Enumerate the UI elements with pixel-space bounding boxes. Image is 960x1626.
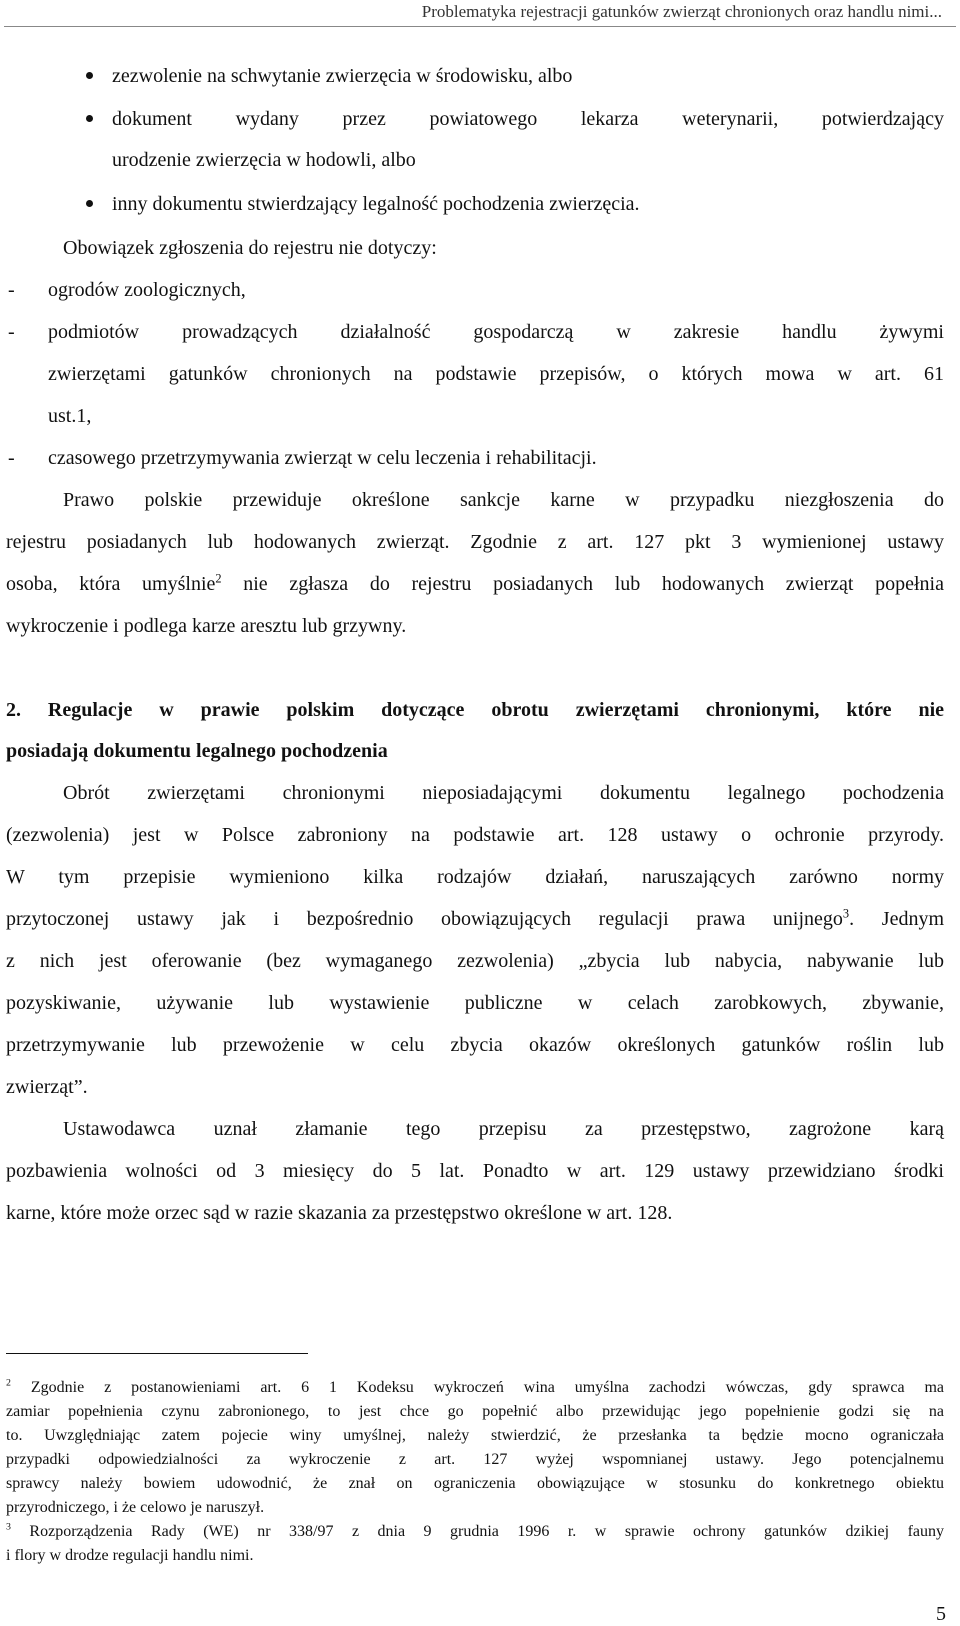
p1-line6: pozyskiwanie, używanie lub wystawienie publiczne w celach zarobkowych, zbywanie, [6, 992, 944, 1014]
p1-line5: z nich jest oferowanie (bez wymaganego zezwolenia) „zbycia lub nabycia, nabywanie lub [6, 950, 944, 972]
footnote-3-line2: i flory w drodze regulacji handlu nimi. [6, 1547, 254, 1564]
bullet-icon [86, 200, 93, 207]
footnote-2-line4: przypadki odpowiedzialności za wykroczenie z art. 127 wyżej wspomnianej ustawy. Jego potencjalnemu [6, 1451, 944, 1468]
exemption-item-2-line2: zwierzętami gatunków chronionych na podstawie przepisów, o których mowa w art. 61 [48, 363, 944, 385]
sanctions-line4: wykroczenie i podlega karze aresztu lub grzywny. [6, 615, 407, 637]
p2-line1: Ustawodawca uznał złamanie tego przepisu za przestępstwo, zagrożone karą [63, 1118, 944, 1140]
p1-line4 [6, 906, 945, 930]
footnote-2-marker: 2 [6, 1377, 11, 1389]
p2-line3: karne, które może orzec sąd w razie skazania za przestępstwo określone w art. 128. [6, 1202, 673, 1224]
sanctions-line3-start: osoba, która umyślnie [6, 573, 216, 595]
p1-line7: przetrzymywanie lub przewożenie w celu zbycia okazów określonych gatunków roślin lub [6, 1034, 944, 1056]
footnote-2-line2: zamiar popełnienia czynu zabronionego, to jest chce go popełnić albo przewidując jego popełnienie godzi się na [6, 1403, 944, 1420]
bullet-item-3: inny dokumentu stwierdzający legalność pochodzenia zwierzęcia. [112, 193, 640, 215]
footnote-ref-3[interactable]: 3 [842, 906, 850, 921]
sanctions-line1: Prawo polskie przewiduje określone sankcje karne w przypadku niezgłoszenia do [63, 489, 944, 511]
p1-line4-start: przytoczonej ustawy jak i bezpośrednio obowiązujących regulacji prawa unijnego [6, 908, 843, 930]
bullet-item-1: zezwolenie na schwytanie zwierzęcia w środowisku, albo [112, 65, 573, 87]
bullet-icon [86, 72, 93, 79]
sanctions-line3-end: nie zgłasza do rejestru posiadanych lub hodowanych zwierząt popełnia [221, 573, 944, 595]
p1-line4-end: . Jednym [849, 908, 945, 930]
header-rule [4, 26, 956, 27]
exemption-item-3: czasowego przetrzymywania zwierząt w celu leczenia i rehabilitacji. [48, 447, 597, 469]
bullet-item-2-line1: dokument wydany przez powiatowego lekarza weterynarii, potwierdzający [112, 108, 944, 130]
sanctions-line3 [6, 571, 944, 595]
footnote-2-line1 [6, 1377, 944, 1396]
section-heading-line2: posiadają dokumentu legalnego pochodzenia [6, 740, 388, 762]
footnote-3-marker: 3 [6, 1521, 11, 1533]
footnote-2-text: Zgodnie z postanowieniami art. 6 1 Kodeksu wykroczeń wina umyślna zachodzi wówczas, gdy sprawca ma [10, 1379, 944, 1396]
p1-line3: W tym przepisie wymieniono kilka rodzajów działań, naruszających zarówno normy [6, 866, 944, 888]
p1-line1: Obrót zwierzętami chronionymi nieposiadającymi dokumentu legalnego pochodzenia [63, 782, 944, 804]
footnote-2-line3: to. Uwzględniając zatem pojecie winy umyślnej, należy stwierdzić, że przesłanka ta będzie mocno ograniczała [6, 1427, 944, 1444]
sanctions-line2: rejestru posiadanych lub hodowanych zwierząt. Zgodnie z art. 127 pkt 3 wymienionej ustawy [6, 531, 944, 553]
exemption-item-2-line1: podmiotów prowadzących działalność gospodarczą w zakresie handlu żywymi [48, 321, 944, 343]
dash-marker: - [8, 321, 15, 343]
footnote-ref-2[interactable]: 2 [215, 571, 222, 586]
p1-line8: zwierząt”. [6, 1076, 88, 1098]
bullet-item-2-line2: urodzenie zwierzęcia w hodowli, albo [112, 149, 416, 171]
bullet-icon [86, 115, 93, 122]
dash-marker: - [8, 447, 15, 469]
p2-line2: pozbawienia wolności od 3 miesięcy do 5 lat. Ponadto w art. 129 ustawy przewidziano środki [6, 1160, 944, 1182]
exemption-item-2-line3: ust.1, [48, 405, 92, 427]
footnote-2-line5: sprawcy należy bowiem udowodnić, że znał on ograniczenia obowiązujące w stosunku do konkretnego obiektu [6, 1475, 944, 1492]
exemption-item-1: ogrodów zoologicznych, [48, 279, 246, 301]
footnote-3-text: Rozporządzenia Rady (WE) nr 338/97 z dnia 9 grudnia 1996 r. w sprawie ochrony gatunków dzikiej fauny [10, 1523, 944, 1540]
footnote-3-line1 [6, 1521, 944, 1540]
page-number: 5 [936, 1603, 946, 1625]
footnote-separator [6, 1353, 308, 1354]
exemption-intro: Obowiązek zgłoszenia do rejestru nie dotyczy: [63, 237, 437, 259]
running-header: Problematyka rejestracji gatunków zwierząt chronionych oraz handlu nimi... [421, 2, 942, 21]
section-heading-line1: 2. Regulacje w prawie polskim dotyczące obrotu zwierzętami chronionymi, które nie [6, 699, 944, 721]
dash-marker: - [8, 279, 15, 301]
p1-line2: (zezwolenia) jest w Polsce zabroniony na podstawie art. 128 ustawy o ochronie przyrody. [6, 824, 944, 846]
footnote-2-line6: przyrodniczego, i że celowo je naruszył. [6, 1499, 265, 1516]
